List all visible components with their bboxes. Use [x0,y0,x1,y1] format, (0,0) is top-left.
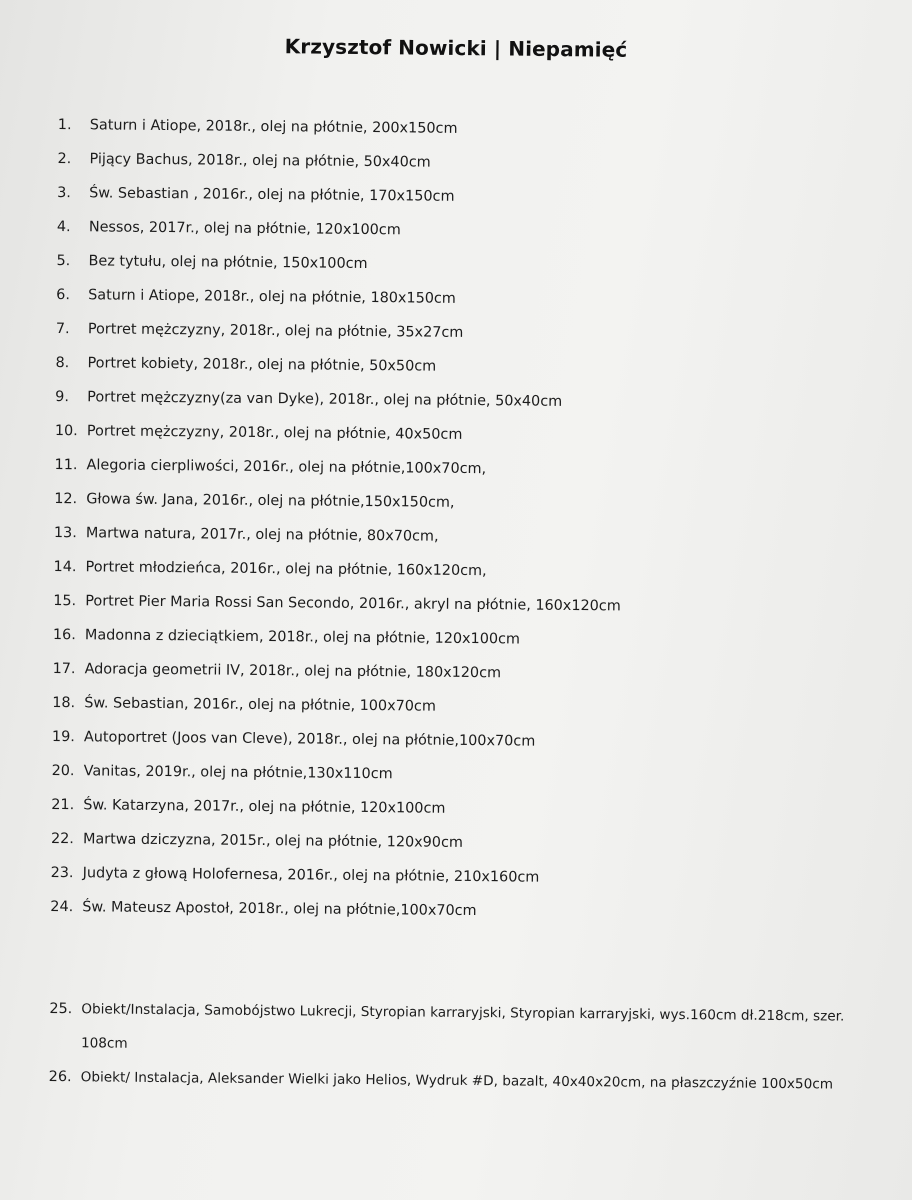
item-number: 6. [56,286,71,304]
item-number: 11. [54,456,78,474]
item-number: 4. [56,218,71,236]
item-text: Saturn i Atiope, 2018r., olej na płótnie, 200x150cm [89,117,458,137]
list-item [49,1060,879,1102]
item-number: 18. [52,694,76,712]
item-number: 22. [50,830,74,848]
item-number: 23. [50,864,74,882]
item-text: Vanitas, 2019r., olej na płótnie,130x110cm [83,763,393,783]
item-text: Pijący Bachus, 2018r., olej na płótnie, 50x40cm [89,151,431,171]
item-text: Saturn i Atiope, 2018r., olej na płótnie, 180x150cm [88,287,456,307]
item-text: Św. Mateusz Apostoł, 2018r., olej na płótnie,100x70cm [82,899,477,920]
item-text: Madonna z dzieciątkiem, 2018r., olej na płótnie, 120x100cm [84,627,521,648]
item-text: Autoportret (Joos van Cleve), 2018r., olej na płótnie,100x70cm [83,729,536,750]
item-text: Św. Sebastian , 2016r., olej na płótnie, 170x150cm [89,185,455,205]
item-number: 10. [54,422,78,440]
item-text: Św. Sebastian, 2016r., olej na płótnie, 100x70cm [84,695,436,715]
item-text: Portret kobiety, 2018r., olej na płótnie, 50x50cm [87,355,437,375]
item-number: 2. [57,150,72,168]
item-number: 16. [52,626,76,644]
item-text: Martwa natura, 2017r., olej na płótnie, 80x70cm, [85,525,439,545]
item-number: 15. [53,592,77,610]
artwork-list [49,108,888,1102]
item-text: Martwa dziczyzna, 2015r., olej na płótnie, 120x90cm [82,831,464,851]
item-number: 3. [57,184,71,202]
item-text: Portret mężczyzny, 2018r., olej na płótnie, 40x50cm [86,423,463,443]
list-spacer [50,924,881,1000]
item-number: 8. [55,354,70,372]
item-number: 14. [53,558,77,576]
item-number: 12. [54,490,78,508]
item-text: Judyta z głową Holofernesa, 2016r., olej na płótnie, 210x160cm [82,865,540,886]
item-text: Adoracja geometrii IV, 2018r., olej na płótnie, 180x120cm [84,661,502,682]
item-number: 13. [53,524,77,542]
item-text: Portret mężczyzny(za van Dyke), 2018r., olej na płótnie, 50x40cm [87,389,563,410]
item-number: 7. [55,320,70,338]
item-text: Portret mężczyzny, 2018r., olej na płótnie, 35x27cm [87,321,464,341]
item-number: 17. [52,660,76,678]
item-number: 21. [51,796,75,814]
document-title: Krzysztof Nowicki | Niepamięć [284,34,628,62]
item-text: Głowa św. Jana, 2016r., olej na płótnie,150x150cm, [86,491,455,511]
item-number: 1. [57,116,72,134]
item-text: Św. Katarzyna, 2017r., olej na płótnie, 120x100cm [83,797,446,817]
item-text: Obiekt/ Instalacja, Aleksander Wielki jako Helios, Wydruk #D, bazalt, 40x40x20cm, na płaszczyźnie 100x50cm [80,1069,834,1093]
item-number: 9. [55,388,70,406]
item-text: Alegoria cierpliwości, 2016r., olej na płótnie,100x70cm, [86,457,487,478]
item-number: 20. [51,762,75,780]
item-text: Portret Pier Maria Rossi San Secondo, 2016r., akryl na płótnie, 160x120cm [85,593,621,615]
item-number: 24. [50,898,74,916]
item-text: Obiekt/Instalacja, Samobójstwo Lukrecji, Styropian karraryjski, Styropian karraryjski, wys.160cm dł.218cm, szer. 108cm [80,1001,845,1052]
item-number: 5. [56,252,71,270]
item-text: Bez tytułu, olej na płótnie, 150x100cm [88,253,368,272]
item-number: 25. [49,1000,73,1018]
item-number: 26. [48,1068,72,1086]
item-text: Nessos, 2017r., olej na płótnie, 120x100cm [88,219,401,239]
item-text: Portret młodzieńca, 2016r., olej na płótnie, 160x120cm, [85,559,487,580]
item-number: 19. [51,728,75,746]
list-item [49,992,880,1068]
